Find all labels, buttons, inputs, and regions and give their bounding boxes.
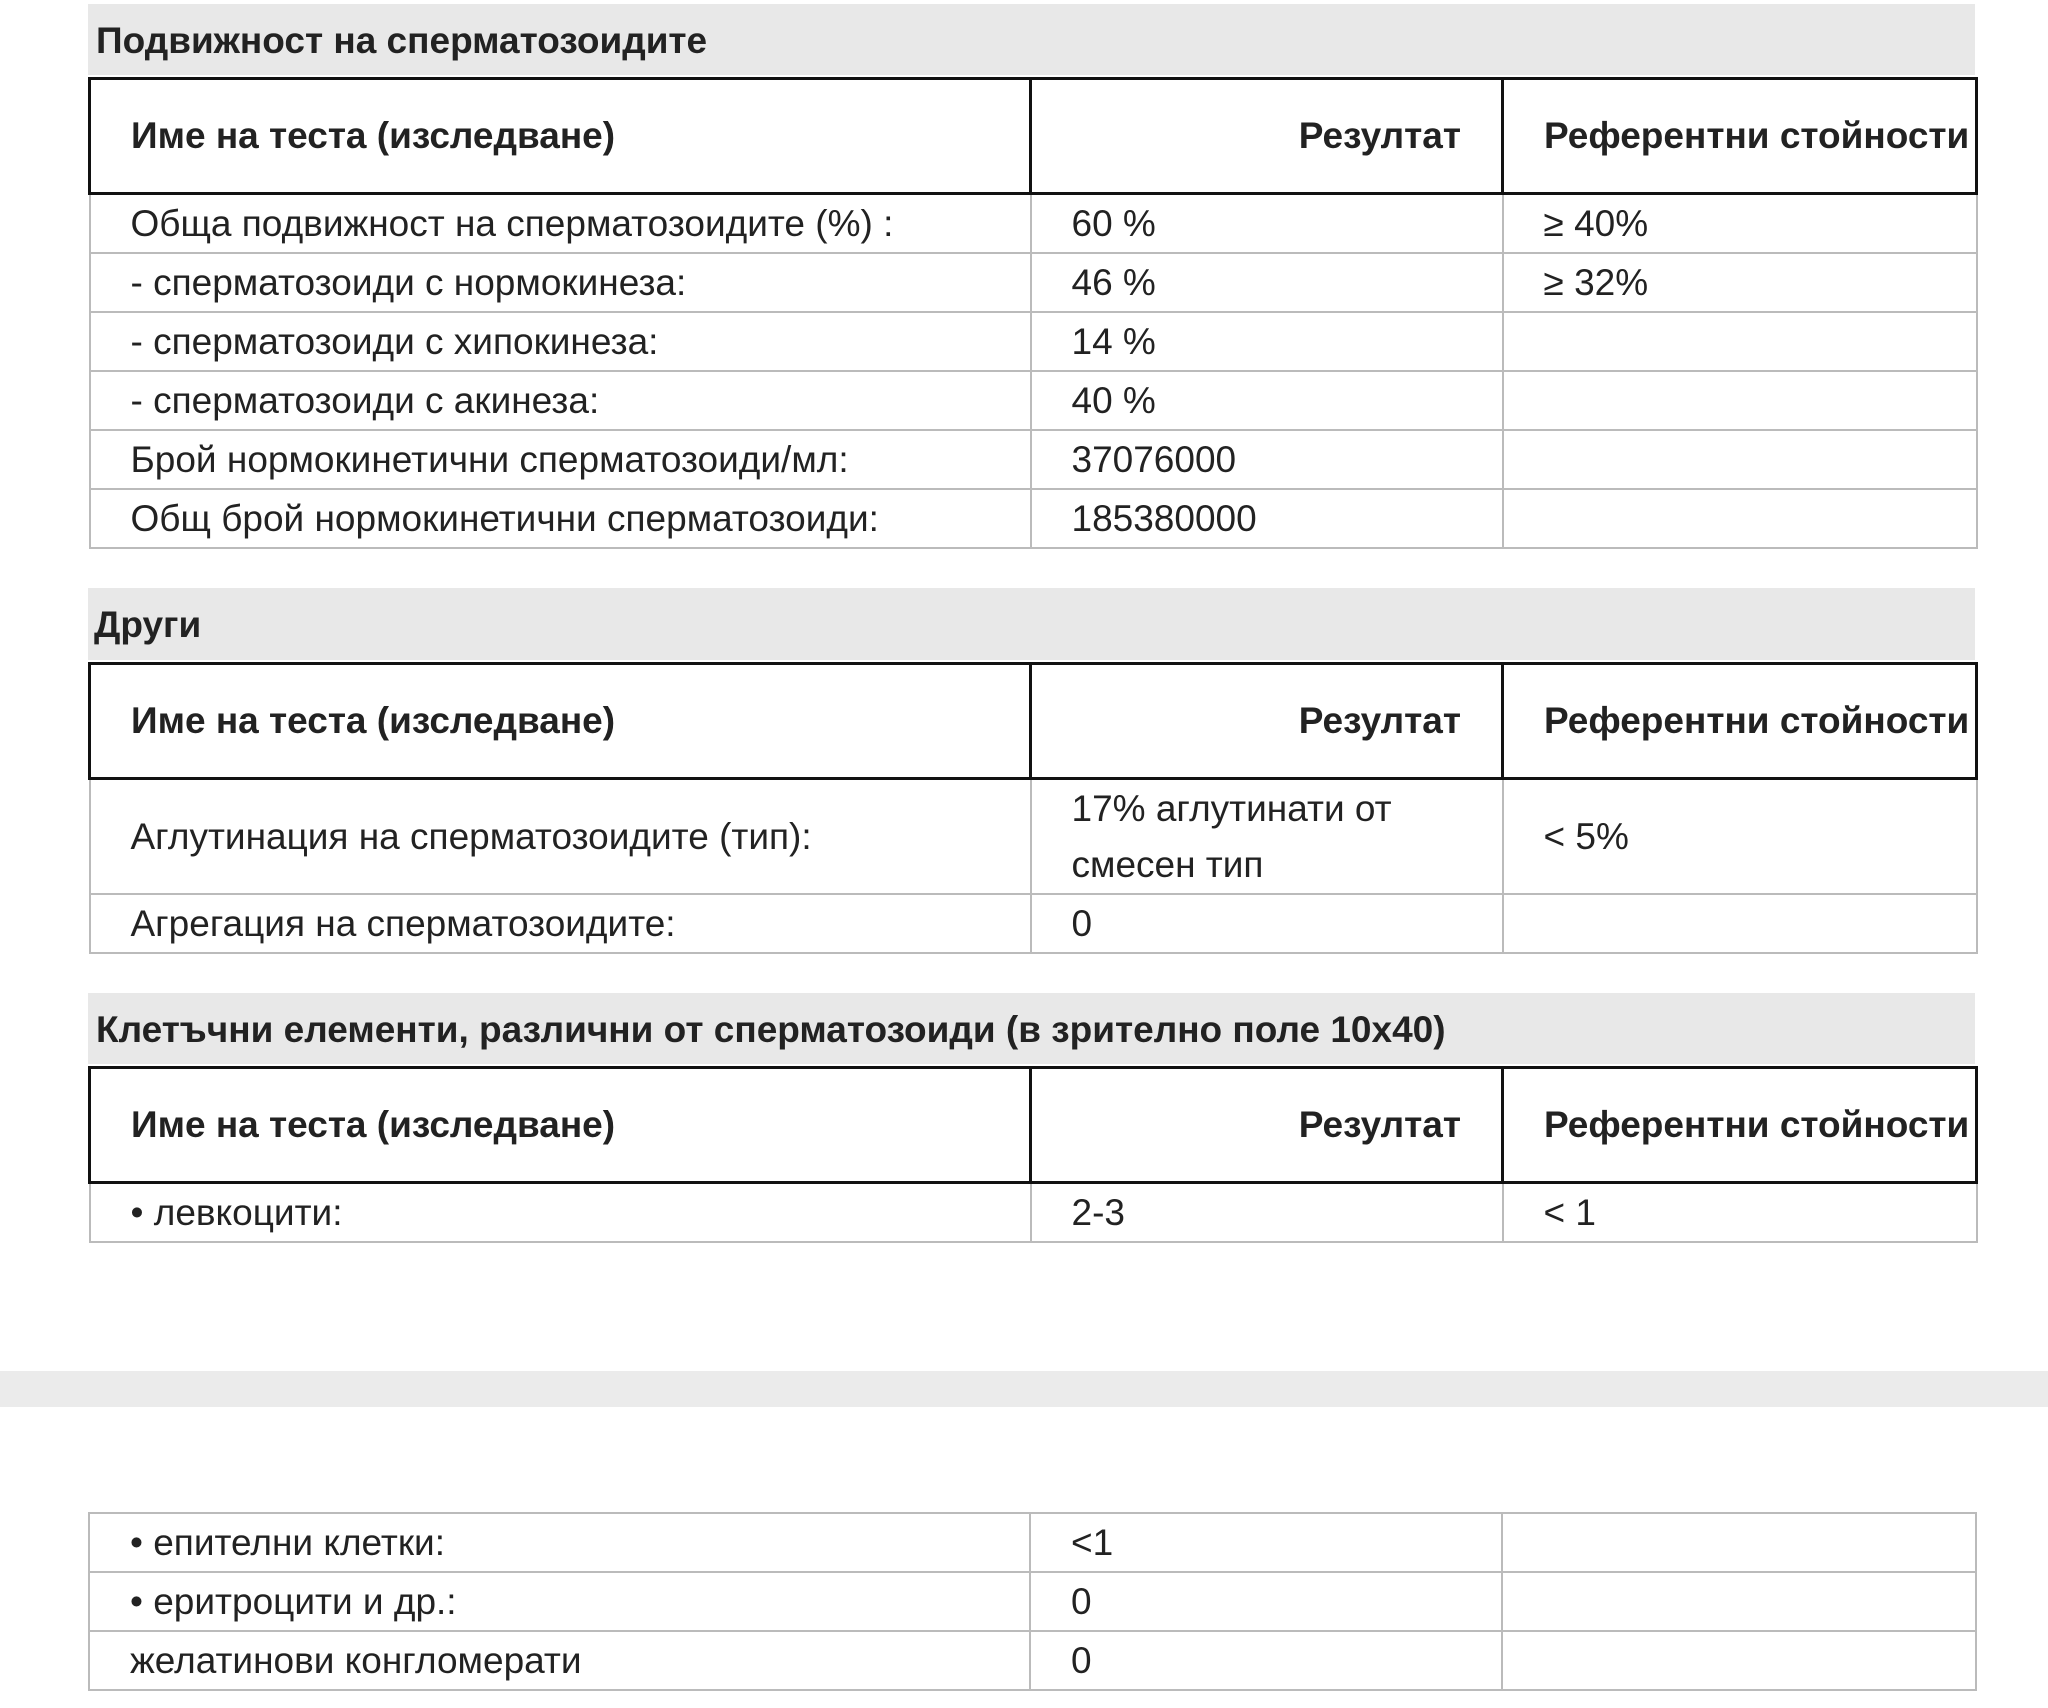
header-name: Име на теста (изследване) (90, 79, 1031, 194)
header-reference: Референтни стойности (1503, 664, 1977, 779)
table-row (90, 489, 1977, 548)
test-result: 14 % (1031, 312, 1503, 371)
section-title: Подвижност на сперматозоидите (96, 20, 708, 61)
section-header-motility (88, 4, 1975, 75)
test-result: 46 % (1031, 253, 1503, 312)
test-result: 0 (1030, 1631, 1502, 1690)
header-result: Резултат (1031, 79, 1503, 194)
test-name: Общ брой нормокинетични сперматозоиди: (90, 489, 1031, 548)
test-reference: ≥ 40% (1503, 194, 1977, 254)
motility-table (88, 77, 1978, 549)
test-reference: < 5% (1503, 779, 1977, 895)
header-reference: Референтни стойности (1503, 79, 1977, 194)
test-name: Брой нормокинетични сперматозоиди/мл: (90, 430, 1031, 489)
test-reference (1503, 894, 1977, 953)
test-reference (1503, 312, 1977, 371)
test-result: 40 % (1031, 371, 1503, 430)
test-name: - сперматозоиди с акинеза: (90, 371, 1031, 430)
test-result: 37076000 (1031, 430, 1503, 489)
table-row (90, 253, 1977, 312)
section-title: Клетъчни елементи, различни от сперматозоиди (в зрително поле 10х40) (96, 1009, 1446, 1050)
table-row (90, 430, 1977, 489)
test-result: 60 % (1031, 194, 1503, 254)
test-result: 0 (1030, 1572, 1502, 1631)
test-name: Аглутинация на сперматозоидите (тип): (90, 779, 1031, 895)
test-reference (1503, 371, 1977, 430)
test-result: <1 (1030, 1513, 1502, 1572)
test-name: • еритроцити и др.: (89, 1572, 1030, 1631)
test-reference (1502, 1513, 1976, 1572)
test-result: 0 (1031, 894, 1503, 953)
test-reference (1503, 489, 1977, 548)
section-title: Други (94, 604, 202, 645)
test-name: • левкоцити: (90, 1183, 1031, 1243)
section-header-other (88, 588, 1975, 660)
test-result: 2-3 (1031, 1183, 1503, 1243)
header-name: Име на теста (изследване) (90, 664, 1031, 779)
table-row (90, 371, 1977, 430)
header-result: Резултат (1031, 1068, 1503, 1183)
table-row (89, 1572, 1976, 1631)
test-reference (1503, 430, 1977, 489)
header-name: Име на теста (изследване) (90, 1068, 1031, 1183)
header-reference: Референтни стойности (1503, 1068, 1977, 1183)
test-name: Обща подвижност на сперматозоидите (%) : (90, 194, 1031, 254)
page-break-divider (0, 1371, 2048, 1407)
test-reference (1502, 1631, 1976, 1690)
test-name: - сперматозоиди с нормокинеза: (90, 253, 1031, 312)
test-name: желатинови конгломерати (89, 1631, 1030, 1690)
test-result: 17% аглутинати от смесен тип (1031, 779, 1503, 895)
test-reference: ≥ 32% (1503, 253, 1977, 312)
test-name: • епителни клетки: (89, 1513, 1030, 1572)
other-table (88, 662, 1978, 954)
test-result: 185380000 (1031, 489, 1503, 548)
table-row (89, 1631, 1976, 1690)
table-row (89, 1513, 1976, 1572)
table-row (90, 194, 1977, 254)
test-name: Агрегация на сперматозоидите: (90, 894, 1031, 953)
cells-table (88, 1066, 1978, 1243)
table-row (90, 894, 1977, 953)
table-row (90, 312, 1977, 371)
test-name: - сперматозоиди с хипокинеза: (90, 312, 1031, 371)
table-row (90, 1183, 1977, 1243)
cells-table-continued (88, 1512, 1977, 1691)
table-row (90, 779, 1977, 895)
header-result: Резултат (1031, 664, 1503, 779)
test-reference (1502, 1572, 1976, 1631)
section-header-cells (88, 993, 1975, 1064)
test-reference: < 1 (1503, 1183, 1977, 1243)
